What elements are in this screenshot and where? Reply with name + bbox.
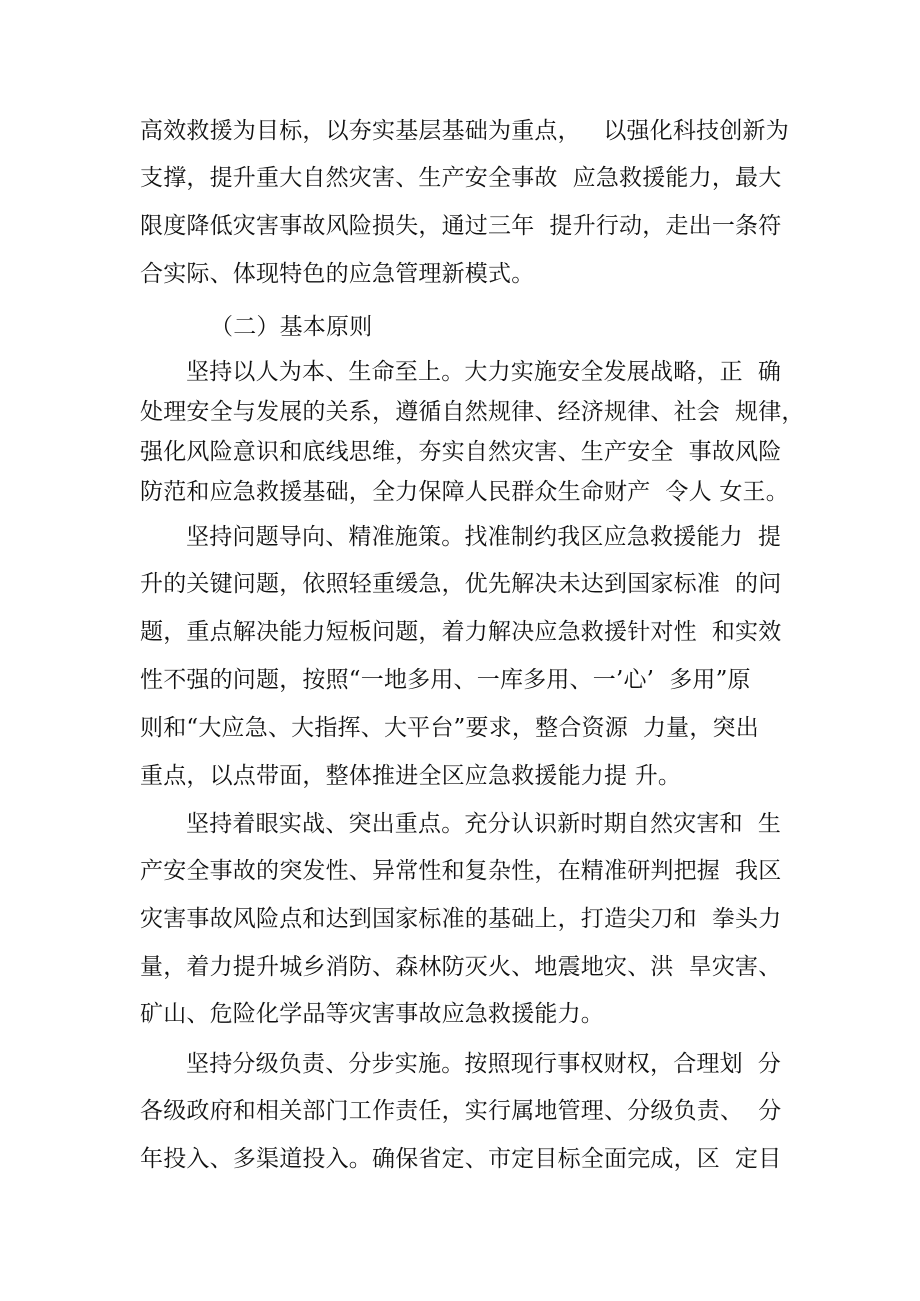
paragraph-line: 防范和应急救援基础，全力保障人民群众生命财产 令人 女王。: [140, 479, 789, 505]
paragraph-line: 升的关键问题，依照轻重缓急，优先解决未达到国家标准 的问: [140, 571, 782, 597]
paragraph-line: 性不强的问题，按照“一地多用、一库多用、一’心’ 多用”原: [140, 667, 751, 693]
paragraph-line: 坚持着眼实战、突出重点。充分认识新时期自然灾害和 生: [186, 811, 782, 837]
section-heading: （二）基本原则: [210, 314, 373, 340]
paragraph-line: 灾害事故风险点和达到国家标准的基础上，打造尖刀和 拳头力: [140, 906, 782, 932]
paragraph-line: 处理安全与发展的关系，遵循自然规律、经济规律、社会 规律，: [140, 399, 805, 425]
paragraph-line: 年投入、多渠道投入。确保省定、市定目标全面完成，区 定目: [140, 1146, 782, 1172]
paragraph-line: 题，重点解决能力短板问题，着力解决应急救援针对性 和实效: [140, 619, 782, 645]
paragraph-line: 限度降低灾害事故风险损失，通过三年 提升行动，走出一条符: [140, 213, 782, 239]
paragraph-line: 产安全事故的突发性、异常性和复杂性，在精准研判把握 我区: [140, 858, 782, 884]
paragraph-line: 坚持问题导向、精准施策。找准制约我区应急救援能力 提: [186, 524, 782, 550]
paragraph-line: 矿山、危险化学品等灾害事故应急救援能力。: [140, 1001, 604, 1027]
paragraph-line: 量，着力提升城乡消防、森林防灭火、地震地灾、洪 旱灾害、: [140, 954, 782, 980]
paragraph-line: 坚持分级负责、分步实施。按照现行事权财权，合理划 分: [186, 1051, 782, 1077]
paragraph-line: 合实际、体现特色的应急管理新模式。: [140, 261, 535, 287]
paragraph-line: 重点，以点带面，整体推进全区应急救援能力提 升。: [140, 763, 682, 789]
paragraph-line: 各级政府和相关部门工作责任，实行属地管理、分级负责、 分: [140, 1098, 782, 1124]
paragraph-line: 高效救援为目标，以夯实基层基础为重点， 以强化科技创新为: [140, 118, 789, 144]
paragraph-line: 支撑，提升重大自然灾害、生产安全事故 应急救援能力，最大: [140, 165, 782, 191]
paragraph-line: 坚持以人为本、生命至上。大力实施安全发展战略，正 确: [186, 359, 782, 385]
paragraph-line: 强化风险意识和底线思维，夯实自然灾害、生产安全 事故风险: [140, 439, 782, 465]
paragraph-line: 则和“大应急、大指挥、大平台”要求，整合资源 力量，突出: [140, 715, 759, 741]
